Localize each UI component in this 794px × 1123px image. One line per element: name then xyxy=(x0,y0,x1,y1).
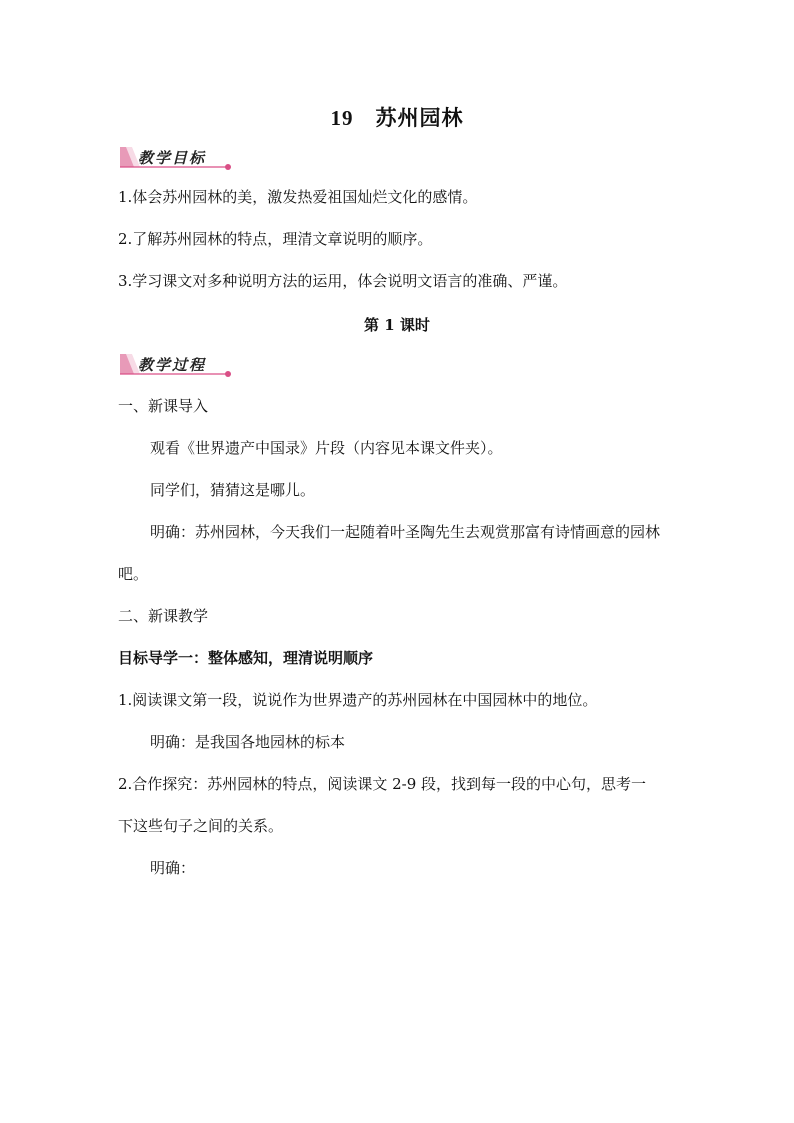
objective-2: 2.了解苏州园林的特点，理清文章说明的顺序。 xyxy=(118,230,433,248)
lesson-number: 19 xyxy=(330,106,354,130)
goal-1-heading: 目标导学一：整体感知，理清说明顺序 xyxy=(118,649,374,667)
part2-title: 二、新课教学 xyxy=(118,607,209,625)
part1-paragraph-3-line1: 明确：苏州园林，今天我们一起随着叶圣陶先生去观赏那富有诗情画意的园林 xyxy=(150,523,661,541)
answer-1: 明确：是我国各地园林的标本 xyxy=(150,733,346,751)
lesson-name: 苏州园林 xyxy=(375,105,464,130)
objective-1: 1.体会苏州园林的美，激发热爱祖国灿烂文化的感情。 xyxy=(118,188,478,206)
lesson-heading: 第 1 课时 xyxy=(364,316,430,334)
objectives-label: 教学目标 xyxy=(138,149,207,167)
objectives-badge xyxy=(118,145,248,171)
process-badge xyxy=(118,352,248,378)
part1-paragraph-2: 同学们，猜猜这是哪儿。 xyxy=(150,481,316,499)
question-2-line2: 下这些句子之间的关系。 xyxy=(118,817,284,835)
question-1: 1.阅读课文第一段，说说作为世界遗产的苏州园林在中国园林中的地位。 xyxy=(118,691,598,709)
process-label: 教学过程 xyxy=(138,356,207,374)
objective-3: 3.学习课文对多种说明方法的运用，体会说明文语言的准确、严谨。 xyxy=(118,272,568,290)
part1-paragraph-3-line2: 吧。 xyxy=(118,565,149,583)
lesson-title xyxy=(0,102,794,132)
answer-2: 明确： xyxy=(150,859,196,877)
part1-title: 一、新课导入 xyxy=(118,397,209,415)
part1-paragraph-1: 观看《世界遗产中国录》片段（内容见本课文件夹）。 xyxy=(150,439,503,457)
question-2-line1: 2.合作探究：苏州园林的特点，阅读课文 2-9 段，找到每一段的中心句，思考一 xyxy=(118,775,647,793)
